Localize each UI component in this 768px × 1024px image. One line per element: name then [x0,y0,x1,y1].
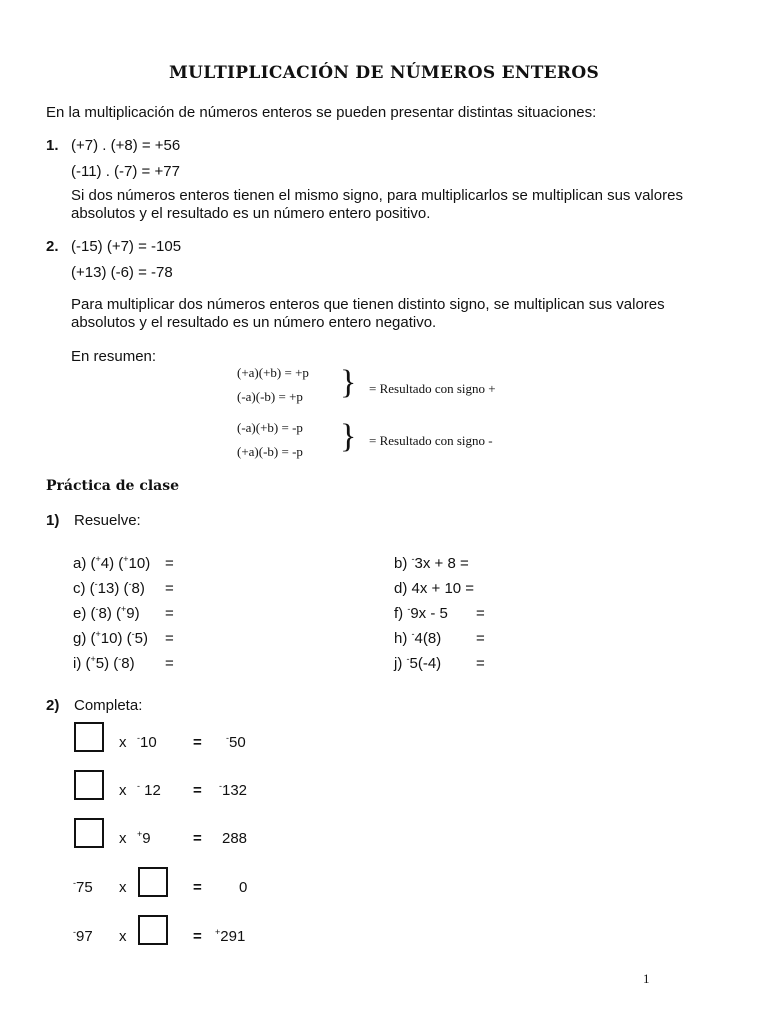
exercise-e: e) (-8) (+9) [73,604,140,622]
factor-2: - 12 [137,781,161,799]
factor-1: -10 [137,733,157,751]
case2-example-2: (+13) (-6) = -78 [71,264,173,281]
times-sign: x [119,879,127,896]
exercise-h-equals: = [476,630,485,647]
times-sign: x [119,830,127,847]
exercise-j: j) -5(-4) [394,654,442,672]
case1-example-1: (+7) . (+8) = +56 [71,137,181,154]
exercise2-number: 2) [46,697,60,714]
answer-box-1[interactable] [74,722,104,752]
equals-sign: = [193,782,202,799]
exercise-c: c) (-13) (-8) [73,579,145,597]
exercise1-label: Resuelve: [74,512,141,529]
summary-label: En resumen: [71,348,157,365]
case1-number: 1. [46,137,59,154]
factor-4: -75 [73,878,93,896]
summary-rule-pos-neg: (+a)(-b) = -p [237,444,303,459]
summary-result-negative: = Resultado con signo - [369,433,493,448]
exercise-g-equals: = [165,630,174,647]
exercise-a: a) (+4) (+10) [73,554,151,572]
practice-heading: Práctica de clase [46,478,180,494]
exercise-e-equals: = [165,605,174,622]
equals-sign: = [193,830,202,847]
answer-box-3[interactable] [74,818,104,848]
summary-rule-neg-pos: (-a)(+b) = -p [237,420,303,435]
exercise-j-equals: = [476,655,485,672]
exercise2-label: Completa: [74,697,143,714]
exercise-c-equals: = [165,580,174,597]
exercise-i-equals: = [165,655,174,672]
equals-sign: = [193,928,202,945]
answer-box-2[interactable] [74,770,104,800]
product-3: 288 [222,830,248,847]
answer-box-5[interactable] [138,915,168,945]
exercise-g: g) (+10) (-5) [73,629,148,647]
exercise-b: b) -3x + 8 = [394,554,469,572]
exercise-f: f) -9x - 5 [394,604,448,622]
case2-explanation: Para multiplicar dos números enteros que tienen distinto signo, se multiplican sus valores absolutos y el resultado es un número entero negativo. [71,296,665,331]
summary-rule-neg-neg: (-a)(-b) = +p [237,389,303,404]
case2-example-1: (-15) (+7) = -105 [71,238,182,255]
product-2: -132 [219,781,248,799]
exercise-i: i) (+5) (-8) [73,654,135,672]
exercise-f-equals: = [476,605,485,622]
case1-example-2: (-11) . (-7) = +77 [71,163,180,180]
product-5: +291 [215,927,246,945]
exercise1-number: 1) [46,512,60,529]
page-title: MULTIPLICACIÓN DE NÚMEROS ENTEROS [168,63,600,83]
summary-brace-1: } [340,364,357,401]
equals-sign: = [193,734,202,751]
factor-5: -97 [73,927,93,945]
case1-explanation: Si dos números enteros tienen el mismo signo, para multiplicarlos se multiplican sus valores absolutos y el resultado es un número entero positivo. [71,187,683,222]
summary-result-positive: = Resultado con signo + [369,381,496,396]
exercise-a-equals: = [165,555,174,572]
times-sign: x [119,734,127,751]
times-sign: x [119,782,127,799]
case2-number: 2. [46,238,59,255]
answer-box-4[interactable] [138,867,168,897]
equals-sign: = [193,879,202,896]
factor-3: +9 [137,829,151,847]
exercise-h: h) -4(8) [394,629,442,647]
summary-rule-pos-pos: (+a)(+b) = +p [237,365,309,380]
page-number: 1 [643,971,650,986]
exercise-d: d) 4x + 10 = [394,580,475,597]
summary-brace-2: } [340,418,357,455]
product-4: 0 [239,879,248,896]
intro-text: En la multiplicación de números enteros se pueden presentar distintas situaciones: [46,104,597,121]
product-1: -50 [226,733,246,751]
times-sign: x [119,928,127,945]
